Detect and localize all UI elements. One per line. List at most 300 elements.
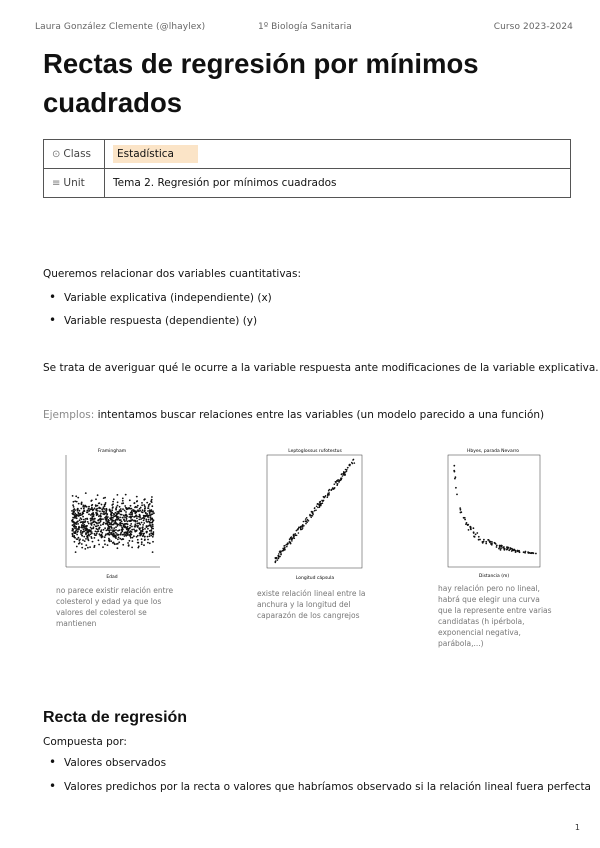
scatter-point [112, 501, 114, 503]
scatter-point [97, 519, 99, 521]
scatter-point [83, 508, 85, 510]
scatter-point [124, 523, 126, 525]
scatter-point [470, 529, 472, 531]
scatter-point [149, 533, 151, 535]
scatter-point [121, 521, 123, 523]
scatter-point [129, 527, 131, 529]
scatter-point [118, 537, 120, 539]
scatter-point [75, 495, 77, 497]
scatter-point [132, 540, 134, 542]
scatter-point [351, 462, 353, 464]
scatter-point [296, 535, 298, 537]
scatter-point [81, 535, 83, 537]
scatter-point [150, 525, 152, 527]
scatter-point [334, 483, 336, 485]
scatter-point [72, 519, 74, 521]
scatter-point [85, 534, 87, 536]
scatter-point [129, 535, 131, 537]
scatter-point [111, 527, 113, 529]
scatter-point [75, 516, 77, 518]
scatter-point [317, 507, 319, 509]
scatter-point [478, 539, 480, 541]
scatter-point [83, 531, 85, 533]
scatter-point [95, 531, 97, 533]
scatter-point [107, 528, 109, 530]
scatter-point [116, 519, 118, 521]
scatter-point [149, 542, 151, 544]
scatter-point [104, 543, 106, 545]
scatter-point [151, 528, 153, 530]
scatter-point [83, 519, 85, 521]
scatter-point [153, 531, 155, 533]
scatter-point [91, 500, 93, 502]
scatter-point [115, 526, 117, 528]
scatter-point [123, 533, 125, 535]
scatter-point [134, 502, 136, 504]
scatter-point [293, 536, 295, 538]
scatter-point [93, 526, 95, 528]
scatter-point [119, 519, 121, 521]
scatter-point [101, 518, 103, 520]
scatter-point [489, 541, 491, 543]
figure-title: Hbyes, parada Nevarro [467, 449, 519, 454]
examples-text: intentamos buscar relaciones entre las variables (un modelo parecido a una función) [97, 409, 545, 421]
scatter-point [134, 523, 136, 525]
scatter-point [123, 515, 125, 517]
scatter-point [454, 471, 456, 473]
scatter-point [134, 525, 136, 527]
intro-text: Queremos relacionar dos variables cuantitativas: [43, 268, 301, 280]
scatter-point [148, 504, 150, 506]
scatter-point [84, 548, 86, 550]
scatter-point [311, 511, 313, 513]
scatter-point [137, 526, 139, 528]
scatter-point [149, 535, 151, 537]
scatter-point [506, 549, 508, 551]
scatter-point [152, 524, 154, 526]
scatter-point [134, 507, 136, 509]
scatter-point [91, 515, 93, 517]
scatter-point [148, 507, 150, 509]
property-value-class [105, 140, 571, 169]
scatter-point [467, 524, 469, 526]
scatter-point [141, 511, 143, 513]
scatter-point [312, 512, 314, 514]
scatter-point [142, 535, 144, 537]
scatter-point [78, 513, 80, 515]
scatter-point [99, 533, 101, 535]
scatter-point [117, 494, 119, 496]
scatter-point [341, 474, 343, 476]
scatter-point [146, 502, 148, 504]
scatter-point [107, 544, 109, 546]
scatter-point [81, 543, 83, 545]
scatter-point [122, 508, 124, 510]
scatter-point [79, 538, 81, 540]
scatter-point [485, 541, 487, 543]
scatter-point [74, 525, 76, 527]
scatter-point [133, 516, 135, 518]
scatter-point [90, 520, 92, 522]
scatter-point [341, 477, 343, 479]
scatter-point [82, 539, 84, 541]
scatter-point [115, 509, 117, 511]
scatter-point [90, 514, 92, 516]
scatter-point [287, 543, 289, 545]
scatter-point [290, 537, 292, 539]
scatter-point [124, 510, 126, 512]
scatter-point [139, 515, 141, 517]
scatter-point [152, 551, 154, 553]
scatter-point [72, 529, 74, 531]
scatter-point [121, 527, 123, 529]
scatter-point [124, 535, 126, 537]
scatter-point [150, 535, 152, 537]
scatter-plot-hyperbola [438, 445, 544, 580]
scatter-point [96, 508, 98, 510]
scatter-point [94, 537, 96, 539]
header-course: 1º Biología Sanitaria [258, 22, 352, 32]
scatter-point [136, 530, 138, 532]
scatter-point [105, 530, 107, 532]
scatter-point [112, 533, 114, 535]
scatter-point [122, 517, 124, 519]
scatter-point [110, 523, 112, 525]
scatter-point [116, 513, 118, 515]
scatter-point [107, 522, 109, 524]
scatter-point [80, 533, 82, 535]
scatter-point [108, 533, 110, 535]
scatter-point [77, 510, 79, 512]
scatter-point [116, 516, 118, 518]
scatter-point [131, 529, 133, 531]
scatter-point [152, 541, 154, 543]
scatter-point [73, 501, 75, 503]
scatter-point [88, 534, 90, 536]
scatter-point [139, 508, 141, 510]
scatter-point [85, 492, 87, 494]
scatter-point [345, 469, 347, 471]
scatter-point [337, 483, 339, 485]
scatter-point [111, 504, 113, 506]
header-author: Laura González Clemente (@lhaylex) [35, 22, 206, 32]
scatter-point [93, 514, 95, 516]
scatter-point [115, 512, 117, 514]
scatter-point [114, 534, 116, 536]
class-tag[interactable]: Estadística [113, 145, 198, 163]
scatter-point [278, 558, 280, 560]
scatter-point [96, 514, 98, 516]
scatter-point [93, 509, 95, 511]
scatter-point [115, 536, 117, 538]
scatter-point [118, 529, 120, 531]
scatter-point [509, 547, 511, 549]
scatter-point [102, 524, 104, 526]
scatter-point [140, 532, 142, 534]
scatter-point [473, 531, 475, 533]
scatter-point [129, 540, 131, 542]
scatter-point [78, 526, 80, 528]
scatter-point [111, 521, 113, 523]
scatter-point [117, 543, 119, 545]
scatter-point [84, 521, 86, 523]
scatter-point [280, 552, 282, 554]
scatter-point [113, 527, 115, 529]
scatter-point [103, 506, 105, 508]
scatter-point [297, 529, 299, 531]
scatter-point [303, 521, 305, 523]
scatter-point [107, 520, 109, 522]
scatter-point [113, 542, 115, 544]
scatter-point [86, 511, 88, 513]
scatter-point [95, 522, 97, 524]
scatter-point [91, 517, 93, 519]
scatter-point [133, 520, 135, 522]
scatter-point [115, 532, 117, 534]
scatter-point [105, 502, 107, 504]
scatter-point [77, 523, 79, 525]
scatter-point [314, 507, 316, 509]
scatter-point [88, 508, 90, 510]
scatter-point [284, 545, 286, 547]
scatter-point [302, 527, 304, 529]
scatter-point [85, 525, 87, 527]
scatter-point [141, 543, 143, 545]
scatter-point [124, 532, 126, 534]
scatter-point [85, 544, 87, 546]
scatter-point [91, 528, 93, 530]
scatter-point [108, 522, 110, 524]
scatter-point [131, 526, 133, 528]
scatter-point [145, 512, 147, 514]
scatter-point [81, 514, 83, 516]
scatter-point [104, 540, 106, 542]
scatter-point [94, 545, 96, 547]
scatter-point [314, 510, 316, 512]
scatter-point [108, 530, 110, 532]
scatter-point [494, 542, 496, 544]
scatter-point [130, 523, 132, 525]
scatter-point [82, 523, 84, 525]
scatter-point [455, 476, 457, 478]
scatter-point [129, 513, 131, 515]
scatter-point [141, 541, 143, 543]
scatter-point [322, 500, 324, 502]
scatter-point [503, 548, 505, 550]
scatter-point [134, 512, 136, 514]
scatter-point [144, 515, 146, 517]
scatter-point [147, 539, 149, 541]
scatter-point [459, 507, 461, 509]
scatter-point [102, 510, 104, 512]
scatter-point [140, 518, 142, 520]
scatter-point [278, 553, 280, 555]
scatter-point [328, 494, 330, 496]
scatter-point [292, 538, 294, 540]
scatter-point [139, 527, 141, 529]
scatter-point [152, 536, 154, 538]
scatter-point [331, 489, 333, 491]
property-row-unit [44, 169, 571, 198]
scatter-point [469, 526, 471, 528]
scatter-point [130, 534, 132, 536]
properties-table [43, 139, 571, 198]
scatter-point [93, 518, 95, 520]
scatter-point [290, 543, 292, 545]
scatter-point [113, 515, 115, 517]
scatter-point [456, 494, 458, 496]
scatter-point [130, 516, 132, 518]
scatter-point [108, 539, 110, 541]
scatter-point [519, 551, 521, 553]
scatter-point [146, 531, 148, 533]
scatter-point [130, 537, 132, 539]
scatter-point [136, 517, 138, 519]
scatter-point [152, 520, 154, 522]
scatter-point [310, 517, 312, 519]
scatter-plot-framingham [56, 445, 168, 583]
scatter-point [78, 503, 80, 505]
scatter-point [118, 511, 120, 513]
scatter-point [144, 498, 146, 500]
scatter-point [125, 514, 127, 516]
scatter-point [143, 504, 145, 506]
scatter-point [120, 514, 122, 516]
scatter-point [511, 550, 513, 552]
scatter-point [294, 533, 296, 535]
header-year: Curso 2023-2024 [493, 22, 573, 32]
scatter-point [137, 542, 139, 544]
scatter-point [453, 465, 455, 467]
scatter-point [150, 500, 152, 502]
scatter-point [136, 536, 138, 538]
scatter-point [136, 520, 138, 522]
scatter-point [84, 540, 86, 542]
scatter-point [74, 513, 76, 515]
scatter-point [105, 523, 107, 525]
scatter-point [116, 506, 118, 508]
scatter-point [111, 509, 113, 511]
scatter-point [85, 518, 87, 520]
scatter-point [93, 524, 95, 526]
scatter-point [131, 531, 133, 533]
scatter-point [81, 521, 83, 523]
scatter-point [147, 516, 149, 518]
scatter-point [105, 535, 107, 537]
scatter-point [108, 526, 110, 528]
scatter-points [71, 492, 155, 553]
scatter-point [113, 498, 115, 500]
scatter-point [530, 552, 532, 554]
scatter-point [147, 536, 149, 538]
scatter-point [151, 505, 153, 507]
scatter-point [117, 501, 119, 503]
scatter-point [125, 494, 127, 496]
scatter-point [523, 551, 525, 553]
scatter-point [466, 522, 468, 524]
scatter-point [90, 533, 92, 535]
scatter-point [143, 520, 145, 522]
scatter-point [95, 498, 97, 500]
scatter-point [129, 508, 131, 510]
scatter-point [123, 516, 125, 518]
scatter-point [79, 519, 81, 521]
scatter-point [97, 494, 99, 496]
scatter-point [275, 560, 277, 562]
scatter-point [112, 531, 114, 533]
scatter-point [473, 527, 475, 529]
scatter-point [137, 505, 139, 507]
scatter-point [85, 538, 87, 540]
scatter-point [80, 508, 82, 510]
scatter-point [320, 503, 322, 505]
scatter-point [82, 527, 84, 529]
scatter-point [478, 536, 480, 538]
text-lines-icon: ≡ [52, 178, 61, 189]
scatter-point [142, 526, 144, 528]
scatter-point [294, 538, 296, 540]
scatter-point [75, 551, 77, 553]
scatter-point [496, 546, 498, 548]
scatter-point [143, 533, 145, 535]
scatter-point [121, 523, 123, 525]
scatter-point [101, 504, 103, 506]
scatter-point [100, 507, 102, 509]
scatter-point [91, 505, 93, 507]
scatter-point [335, 481, 337, 483]
scatter-point [104, 504, 106, 506]
scatter-point [349, 464, 351, 466]
scatter-point [131, 547, 133, 549]
scatter-point [126, 532, 128, 534]
scatter-point [99, 502, 101, 504]
scatter-point [144, 536, 146, 538]
scatter-point [83, 510, 85, 512]
scatter-point [133, 535, 135, 537]
scatter-point [127, 523, 129, 525]
scatter-point [78, 515, 80, 517]
scatter-point [460, 509, 462, 511]
scatter-point [284, 547, 286, 549]
scatter-point [107, 516, 109, 518]
scatter-point [113, 513, 115, 515]
scatter-point [74, 537, 76, 539]
scatter-point [128, 530, 130, 532]
scatter-point [150, 514, 152, 516]
scatter-point [136, 500, 138, 502]
scatter-point [320, 505, 322, 507]
scatter-point [114, 543, 116, 545]
scatter-point [149, 509, 151, 511]
scatter-point [150, 518, 152, 520]
scatter-point [464, 517, 466, 519]
scatter-point [117, 547, 119, 549]
scatter-point [91, 507, 93, 509]
scatter-point [94, 534, 96, 536]
scatter-point [332, 487, 334, 489]
scatter-point [122, 538, 124, 540]
scatter-point [124, 520, 126, 522]
scatter-point [143, 544, 145, 546]
scatter-point [126, 509, 128, 511]
scatter-point [148, 525, 150, 527]
scatter-point [491, 541, 493, 543]
scatter-point [496, 545, 498, 547]
scatter-point [111, 529, 113, 531]
scatter-point [487, 539, 489, 541]
scatter-point [279, 556, 281, 558]
figure-title: Leptoglossus rufotestus [288, 449, 342, 454]
